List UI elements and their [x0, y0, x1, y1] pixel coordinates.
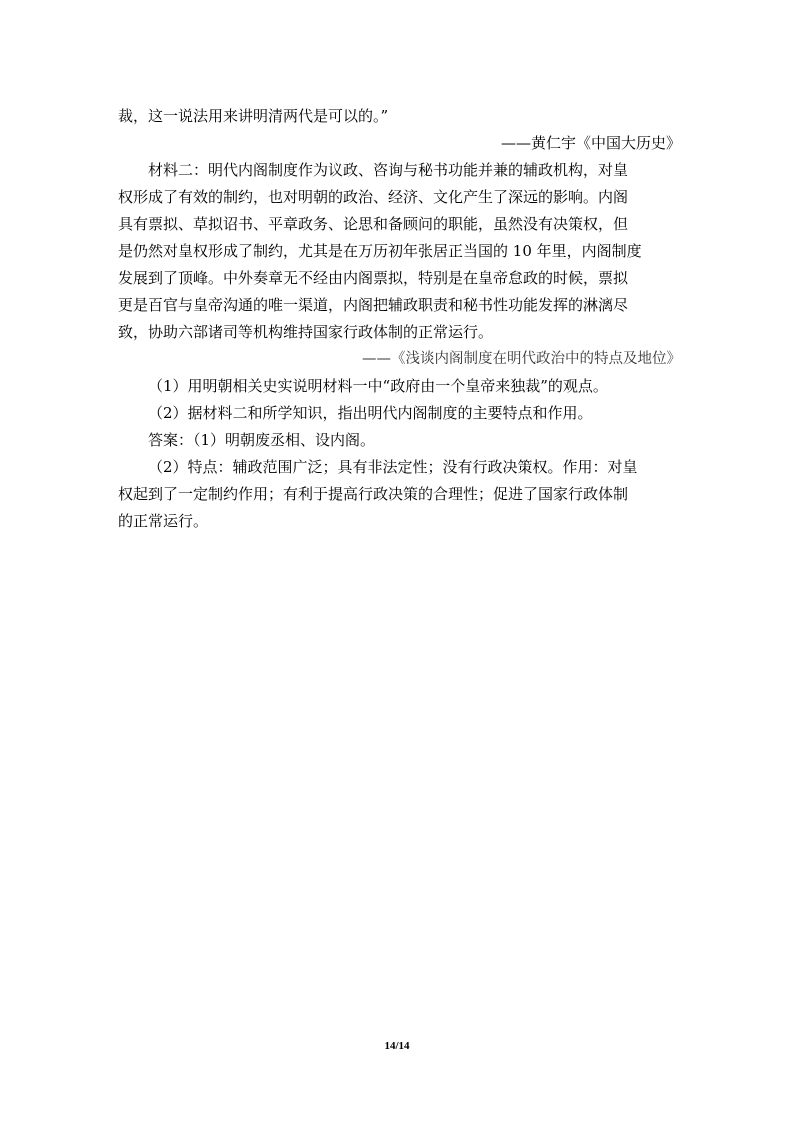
answer-2-line: （2）特点：辅政范围广泛；具有非法定性；没有行政决策权。作用：对皇 — [148, 458, 638, 476]
material-2-line: 是仍然对皇权形成了制约，尤其是在万历初年张居正当国的 10 年里，内阁制度 — [118, 242, 642, 260]
page-number: 14/14 — [384, 1040, 410, 1052]
material-2-line: 具有票拟、草拟诏书、平章政务、论思和备顾问的职能，虽然没有决策权，但 — [118, 215, 629, 233]
question-1: （1）用明朝相关史实说明材料一中“政府由一个皇帝来独裁”的观点。 — [148, 377, 608, 395]
document-body — [118, 103, 681, 535]
answer-1: 答案：（1）明朝废丞相、设内阁。 — [148, 431, 376, 449]
answer-2-line: 权起到了一定制约作用；有利于提高行政决策的合理性；促进了国家行政体制 — [118, 485, 629, 503]
answer-2-line: 的正常运行。 — [118, 512, 209, 530]
material-2-line: 权形成了有效的制约，也对明朝的政治、经济、文化产生了深远的影响。内阁 — [118, 188, 629, 206]
material-2-line: 发展到了顶峰。中外奏章无不经由内阁票拟，特别是在皇帝怠政的时候，票拟 — [118, 269, 629, 287]
answer-2 — [118, 454, 681, 535]
citation-2: ——《浅谈内阁制度在明代政治中的特点及地位》 — [362, 351, 681, 367]
material-2 — [118, 157, 681, 346]
citation-1: ——黄仁宇《中国大历史》 — [500, 134, 681, 152]
material-2-line: 更是百官与皇帝沟通的唯一渠道，内阁把辅政职责和秘书性功能发挥的淋漓尽 — [118, 296, 629, 314]
question-2: （2）据材料二和所学知识，指出明代内阁制度的主要特点和作用。 — [148, 404, 593, 422]
paragraph-continued: 裁，这一说法用来讲明清两代是可以的。” — [118, 107, 389, 125]
material-2-line: 材料二：明代内阁制度作为议政、咨询与秘书功能并兼的辅政机构，对皇 — [148, 161, 629, 179]
material-2-line: 致，协助六部诸司等机构维持国家行政体制的正常运行。 — [118, 323, 494, 341]
